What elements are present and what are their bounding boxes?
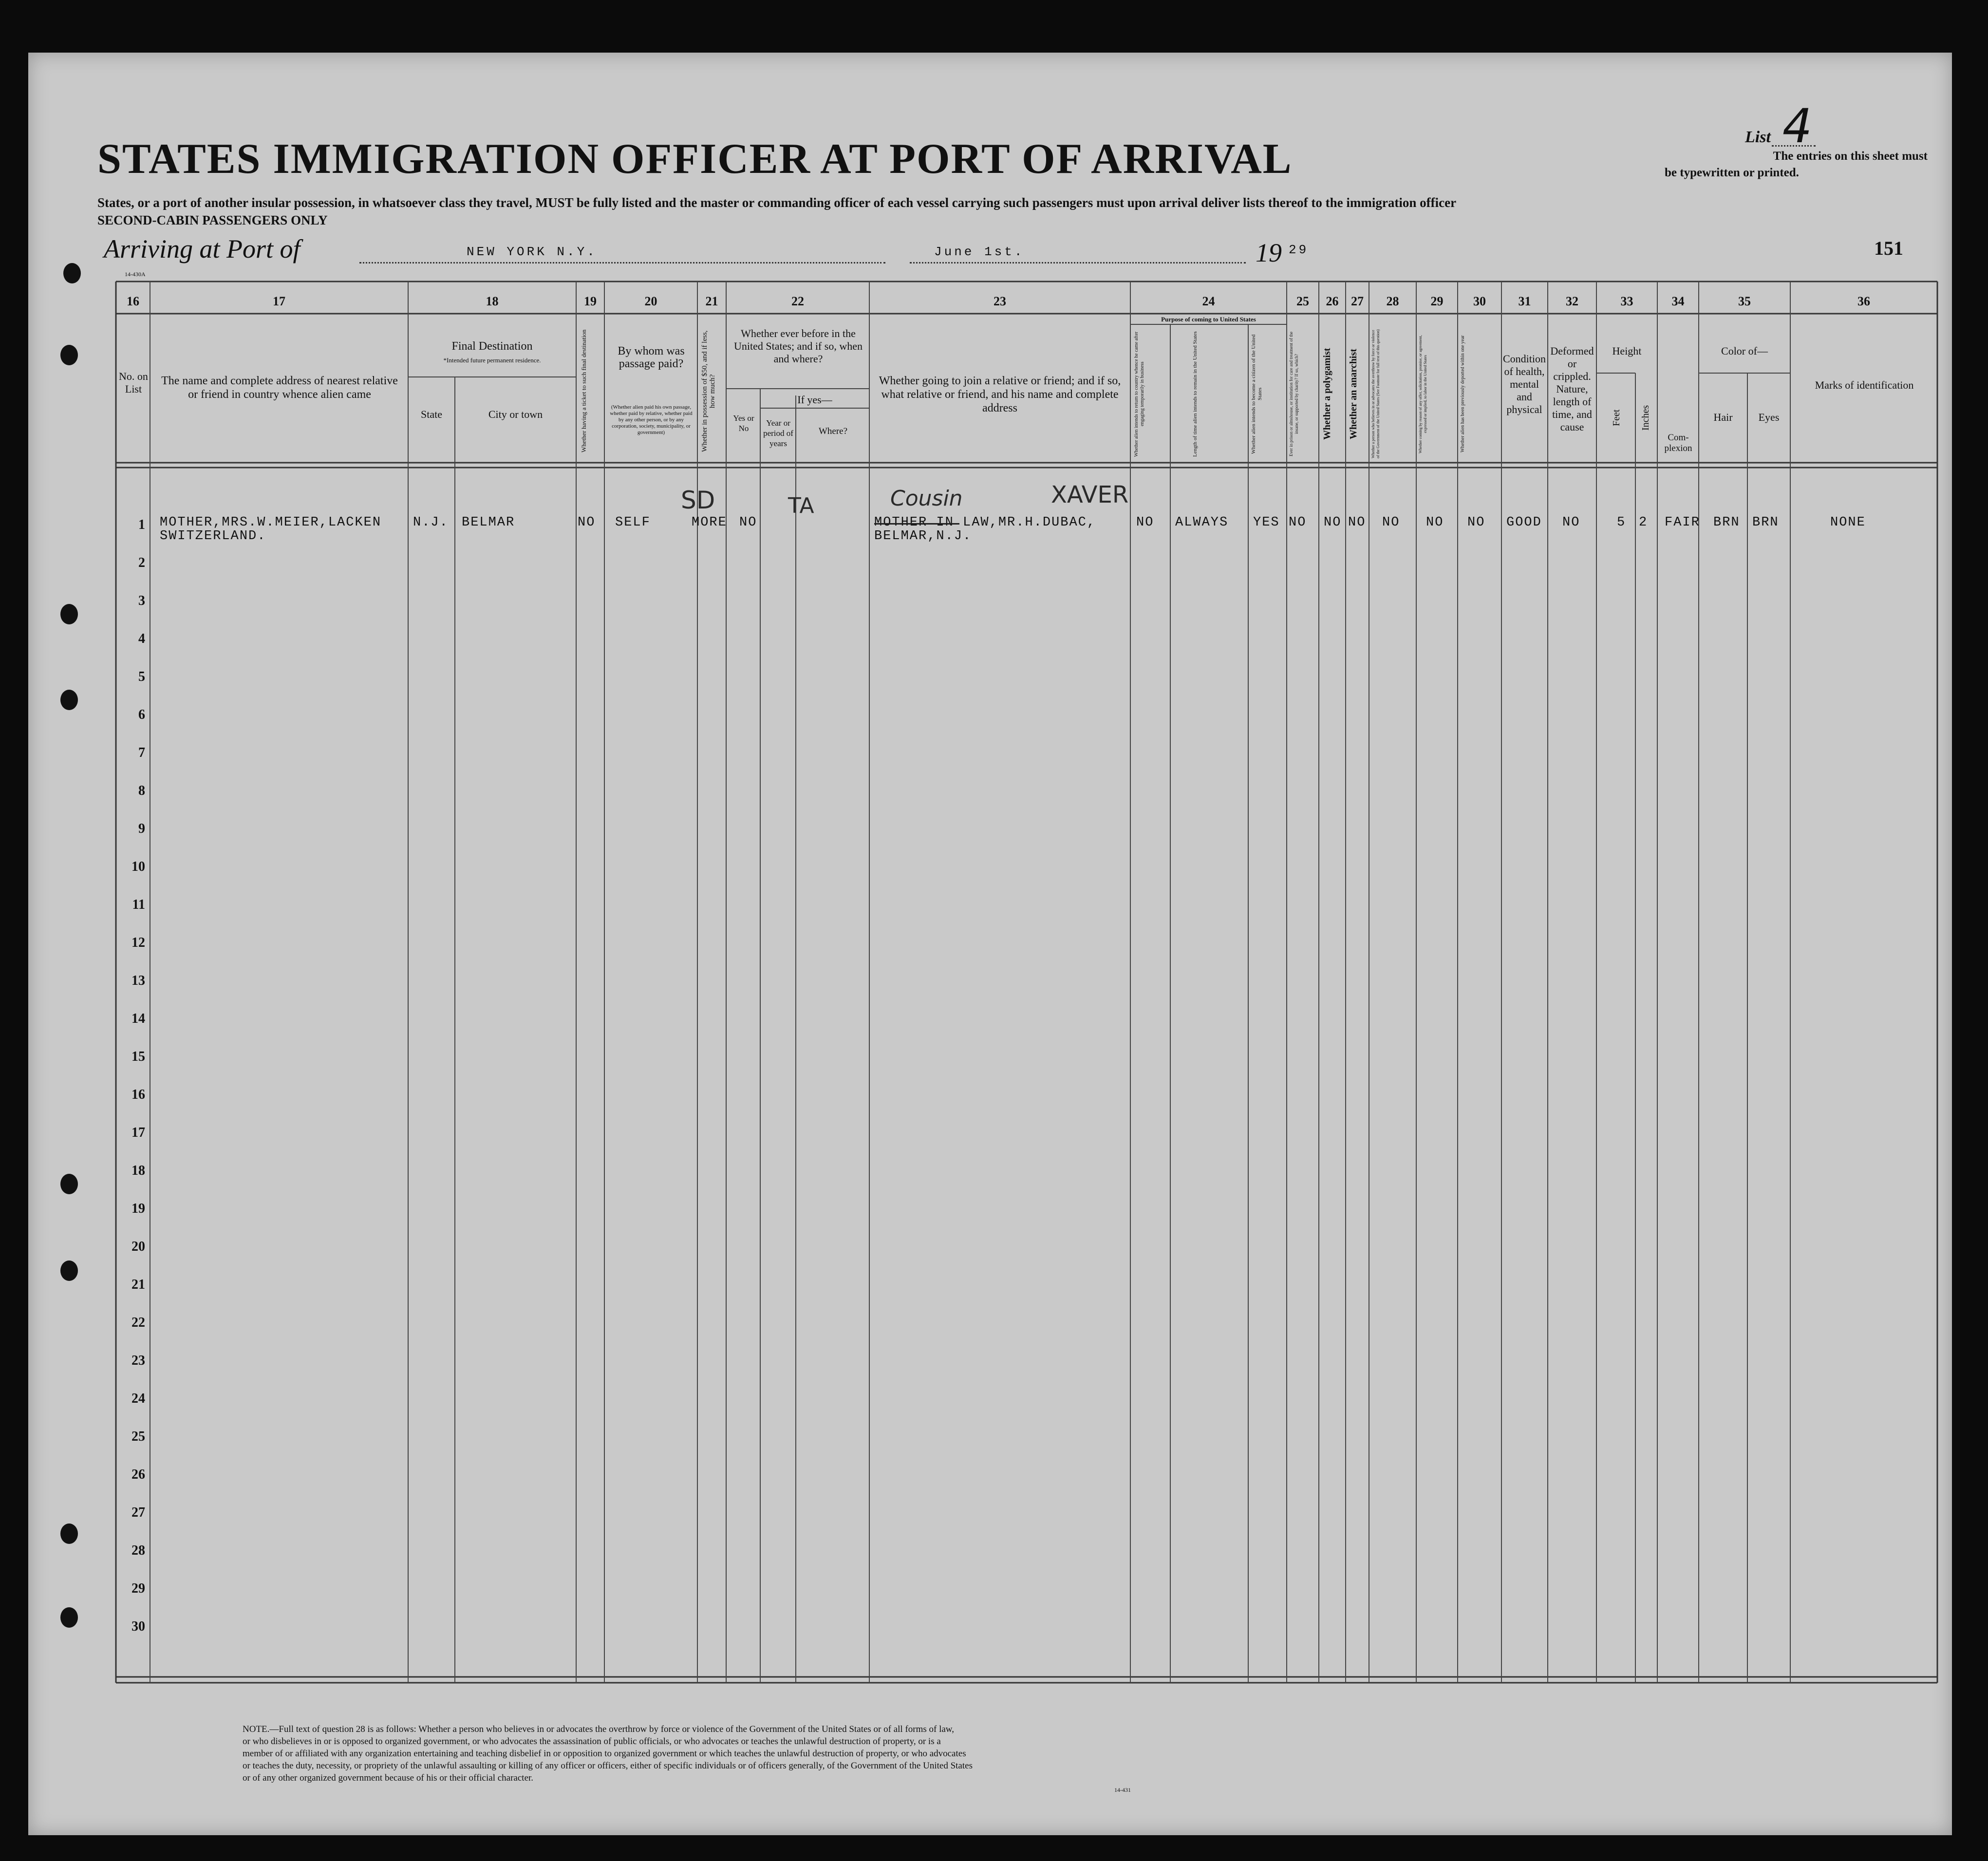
entry-return: NO [1136, 515, 1154, 530]
header-prison: Ever in prison or almshouse, or institution for care and treatment of the insane, or supported by charity? If so, which? [1289, 331, 1299, 457]
header-overthrow: Whether a person who believes in or advocates the overthrow by force or violence of the Government of the United States (See Footnote for full text of this question) [1371, 329, 1380, 459]
entry-join-line2: BELMAR,N.J. [874, 529, 972, 544]
colnum: 31 [1518, 294, 1531, 308]
row-number: 30 [131, 1619, 145, 1634]
row-number: 6 [138, 707, 145, 722]
row-number: 24 [131, 1391, 145, 1406]
row-number: 16 [131, 1087, 145, 1102]
header-relative: The name and complete address of nearest relative or friend in country whence alien came [161, 375, 398, 401]
colnum: 22 [791, 294, 804, 308]
header-ever-before: Whether ever before in the United States; and if so, when and where? [734, 327, 863, 365]
second-cabin-line: SECOND-CABIN PASSENGERS ONLY [97, 213, 328, 227]
entry-strikeout [874, 523, 959, 525]
row-number: 17 [131, 1125, 145, 1140]
header-anarchist: Whether an anarchist [1348, 349, 1359, 439]
entry-deformed: NO [1562, 515, 1580, 530]
header-hair: Hair [1713, 411, 1733, 423]
row-number: 20 [131, 1239, 145, 1254]
page-number: 151 [1874, 237, 1903, 259]
entry-inches: 2 [1639, 515, 1648, 530]
header-health: Condition of health, mental and physical [1503, 353, 1546, 415]
header-eyes: Eyes [1758, 411, 1780, 423]
header-where: Where? [818, 426, 848, 436]
row-number: 5 [138, 669, 145, 684]
colnum: 19 [584, 294, 597, 308]
row-number: 3 [138, 593, 145, 608]
header-paid-by: By whom was passage paid? [618, 345, 685, 370]
pencil-annotation: SD [681, 486, 715, 514]
header-length: Length of time alien intends to remain in the United States [1192, 331, 1198, 457]
entry-marks: NONE [1830, 515, 1866, 530]
header-feet: Feet [1611, 409, 1622, 427]
header-ticket: Whether having a ticket to such final destination [580, 329, 587, 453]
entry-state: N.J. [413, 515, 449, 530]
footnote-line: member of or affiliated with any organization entertaining and teaching disbelief in or opposition to organized government or which teaches the unlawful destruction of property, or who advocates [243, 1748, 966, 1759]
row-number: 14 [131, 1011, 145, 1026]
colnum: 17 [273, 294, 285, 308]
entry-before-in-us: NO [739, 515, 757, 530]
colnum: 32 [1566, 294, 1578, 308]
row-number: 2 [138, 555, 145, 570]
manifest-sheet [28, 53, 1952, 1835]
colnum: 28 [1386, 294, 1399, 308]
entry-anarchist: NO [1348, 515, 1366, 530]
row-number: 1 [138, 517, 145, 532]
header-year: Year or period of years [763, 418, 793, 448]
colnum: 23 [994, 294, 1006, 308]
notice-line: States, or a port of another insular possession, in whatsoever class they travel, MUST be fully listed and the master or commanding officer of each vessel carrying such passengers must upon arrival deliver lists thereof to the immigration officer [97, 195, 1457, 210]
header-color-of: Color of— [1721, 345, 1768, 357]
colnum: 24 [1202, 294, 1215, 308]
colnum: 18 [486, 294, 499, 308]
footnote-line: or of any other organized government because of his or their official character. [243, 1773, 534, 1783]
header-no-on-list: No. on List [119, 370, 148, 395]
row-number: 8 [138, 783, 145, 798]
colnum: 20 [644, 294, 657, 308]
entry-health: GOOD [1506, 515, 1542, 530]
header-final-destination-note: *Intended future permanent residence. [443, 357, 541, 364]
entry-city: BELMAR [462, 515, 515, 530]
entry-join-line1: MOTHER IN LAW,MR.H.DUBAC, [874, 515, 1096, 530]
header-citizen: Whether alien intends to become a citizen of the United States [1251, 334, 1263, 454]
entry-length: ALWAYS [1175, 515, 1229, 530]
row-number: 22 [131, 1315, 145, 1330]
header-height: Height [1612, 345, 1642, 357]
colnum: 36 [1857, 294, 1870, 308]
row-number: 28 [131, 1543, 145, 1558]
entry-money: MORE [692, 515, 727, 530]
entry-relative-line2: SWITZERLAND. [160, 529, 266, 544]
footnote-line: or who disbelieves in or is opposed to organized government, or who advocates the assassination of public officials, or who advocates or teaches the unlawful destruction of property, or is a [243, 1736, 941, 1747]
header-final-destination: Final Destination [451, 340, 533, 353]
entry-eyes: BRN [1752, 515, 1779, 530]
entry-deported: NO [1467, 515, 1485, 530]
row-number: 10 [131, 859, 145, 874]
row-number: 26 [131, 1467, 145, 1482]
entry-paid-by: SELF [615, 515, 651, 530]
row-number: 9 [138, 821, 145, 836]
header-complexion: Com-plexion [1664, 432, 1692, 453]
year-prefix: 19 [1256, 238, 1282, 267]
row-number: 18 [131, 1163, 145, 1178]
instruction-line: be typewritten or printed. [1665, 166, 1799, 179]
entry-overthrow: NO [1382, 515, 1400, 530]
row-number: 12 [131, 935, 145, 950]
header-state: State [421, 408, 442, 420]
colnum: 33 [1620, 294, 1633, 308]
entry-ticket: NO [578, 515, 596, 530]
row-number: 13 [131, 973, 145, 988]
port-label: Arriving at Port of [104, 234, 300, 263]
pencil-annotation: Cousin [890, 486, 963, 511]
entry-hair: BRN [1713, 515, 1740, 530]
entry-prison: NO [1289, 515, 1307, 530]
list-label: List [1745, 128, 1771, 146]
year-suffix: 29 [1289, 243, 1309, 257]
date-value: June 1st. [934, 244, 1025, 259]
header-return: Whether alien intends to return to country whence he came after engaging temporarily in business [1134, 331, 1145, 457]
port-value: NEW YORK N.Y. [467, 244, 597, 259]
header-deported: Whether alien has been previously deported within one year [1460, 335, 1465, 453]
row-number: 25 [131, 1429, 145, 1444]
header-polygamist: Whether a polygamist [1322, 348, 1332, 440]
colnum: 29 [1430, 294, 1444, 308]
colnum: 30 [1473, 294, 1486, 308]
colnum: 27 [1351, 294, 1364, 308]
entry-polygamist: NO [1324, 515, 1342, 530]
table-grid [28, 53, 1952, 1835]
row-number: 15 [131, 1049, 145, 1064]
header-deformed: Deformed or crippled. Nature, length of time, and cause [1550, 345, 1594, 433]
entry-relative-line1: MOTHER,MRS.W.MEIER,LACKEN [160, 515, 382, 530]
header-yes-no: Yes or No [733, 414, 754, 433]
list-number: 4 [1782, 99, 1812, 153]
footnote-line: NOTE.—Full text of question 28 is as follows: Whether a person who believes in or advocates the overthrow by force or violence of the Government of the United States or of all forms of law, [243, 1724, 955, 1734]
row-number: 21 [131, 1277, 145, 1292]
colnum: 25 [1296, 294, 1309, 308]
colnum: 35 [1738, 294, 1751, 308]
colnum: 21 [705, 294, 718, 308]
entry-complexion: FAIR [1665, 515, 1700, 530]
colnum: 26 [1326, 294, 1339, 308]
header-join: Whether going to join a relative or friend; and if so, what relative or friend, and his name and complete address [879, 375, 1121, 414]
row-number: 27 [131, 1505, 145, 1520]
instruction-line: The entries on this sheet must [1773, 150, 1928, 163]
colnum: 16 [127, 294, 139, 308]
header-marks: Marks of identification [1815, 379, 1914, 391]
pencil-annotation: XAVER [1051, 481, 1129, 508]
row-number: 29 [131, 1581, 145, 1596]
header-paid-by-note: (Whether alien paid his own passage, whether paid by relative, whether paid by any other person, or by any corporation, society, municipality, or government) [610, 404, 693, 435]
header-inches: Inches [1640, 405, 1651, 431]
form-code: 14-430A [125, 271, 146, 278]
row-number: 23 [131, 1353, 145, 1368]
row-number: 11 [132, 897, 145, 912]
header-purpose: Purpose of coming to United States [1161, 316, 1256, 323]
header-offer: Whether coming by reason of any offer, solicitation, promise, or agreement, expressed or implied, to labor in the United States [1418, 335, 1427, 453]
entry-citizen: YES [1253, 515, 1280, 530]
footnote [243, 1723, 1241, 1784]
entry-feet: 5 [1617, 515, 1626, 530]
header-city: City or town [488, 408, 543, 420]
footnote-line: or teaches the duty, necessity, or propriety of the unlawful assaulting or killing of any officer or officers, either of specific individuals or of officers generally, of the Government of the United States [243, 1761, 973, 1771]
header-money: Whether in possession of $50, and if less, how much? [701, 330, 716, 452]
pencil-annotation: TA [788, 493, 814, 518]
row-number: 19 [131, 1201, 145, 1216]
row-number: 4 [138, 631, 145, 646]
row-number: 7 [138, 745, 145, 760]
colnum: 34 [1671, 294, 1685, 308]
footnote-code: 14-431 [1114, 1786, 1131, 1793]
entry-offer: NO [1426, 515, 1444, 530]
header-if-yes: If yes— [797, 394, 832, 406]
form-title: STATES IMMIGRATION OFFICER AT PORT OF ARRIVAL [97, 135, 1293, 183]
